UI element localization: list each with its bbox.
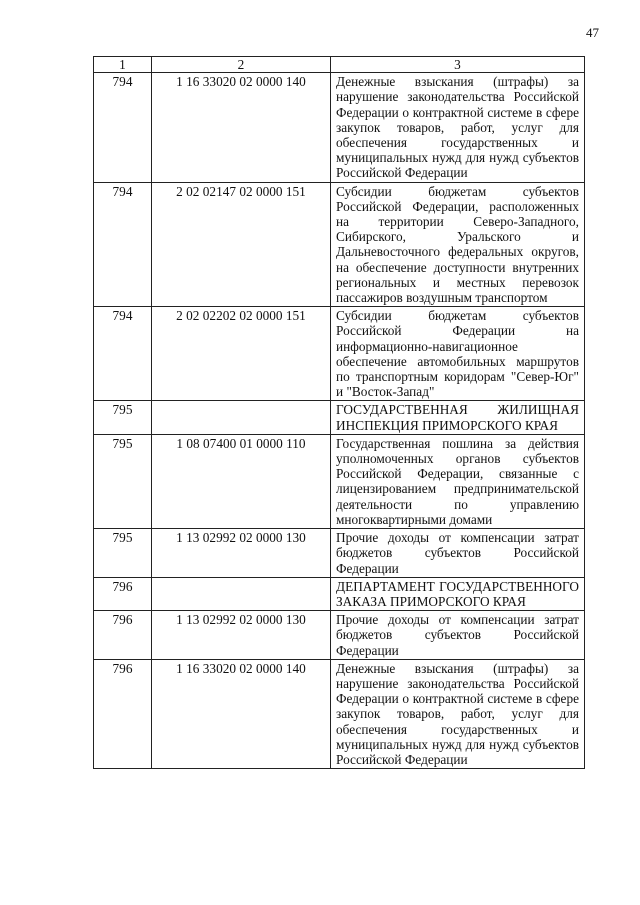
revenue-name-cell: Прочие доходы от компенсации затрат бюджетов субъектов Российской Федерации (331, 529, 585, 578)
revenue-code-cell (152, 401, 331, 434)
table-row-section-header (94, 577, 585, 610)
administrator-code-cell: 794 (94, 182, 152, 307)
page-number: 47 (586, 25, 599, 40)
revenue-code-cell (152, 577, 331, 610)
revenue-name-cell: Субсидии бюджетам субъектов Российской Федерации, расположенных на территории Северо-Западного, Сибирского, Уральского и Дальневосточного федеральных округов, на обеспечение доступности внутренних региональных и местных перевозок пассажиров воздушным транспортом (331, 182, 585, 307)
table-row (94, 307, 585, 401)
revenue-code-cell: 1 16 33020 02 0000 140 (152, 73, 331, 182)
revenue-name-cell: Прочие доходы от компенсации затрат бюджетов субъектов Российской Федерации (331, 611, 585, 660)
administrator-code-cell: 794 (94, 73, 152, 182)
revenue-name-cell: Денежные взыскания (штрафы) за нарушение законодательства Российской Федерации о контрактной системе в сфере закупок товаров, работ, услуг для обеспечения государственных и муниципальных нужд для нужд субъектов Российской Федерации (331, 73, 585, 182)
column-header-2: 2 (152, 57, 331, 73)
administrator-code-cell: 795 (94, 401, 152, 434)
administrator-code-cell: 794 (94, 307, 152, 401)
table-header-row (94, 57, 585, 73)
administrator-code-cell: 795 (94, 434, 152, 528)
table-row (94, 434, 585, 528)
revenue-code-cell: 1 13 02992 02 0000 130 (152, 611, 331, 660)
revenue-code-cell: 2 02 02147 02 0000 151 (152, 182, 331, 307)
column-header-3: 3 (331, 57, 585, 73)
table-row (94, 73, 585, 182)
table-row (94, 659, 585, 768)
column-header-1: 1 (94, 57, 152, 73)
revenue-codes-table (93, 56, 585, 769)
revenue-name-cell: Субсидии бюджетам субъектов Российской Федерации на информационно-навигационное обеспечение автомобильных маршрутов по транспортным коридорам "Север-Юг" и "Восток-Запад" (331, 307, 585, 401)
revenue-code-cell: 1 16 33020 02 0000 140 (152, 659, 331, 768)
administrator-code-cell: 796 (94, 611, 152, 660)
revenue-name-cell: Государственная пошлина за действия уполномоченных органов субъектов Российской Федерации, связанные с лицензированием предпринимательской деятельности по управлению многоквартирными домами (331, 434, 585, 528)
administrator-name-cell: ГОСУДАРСТВЕННАЯ ЖИЛИЩНАЯ ИНСПЕКЦИЯ ПРИМОРСКОГО КРАЯ (331, 401, 585, 434)
administrator-code-cell: 796 (94, 577, 152, 610)
table-row (94, 182, 585, 307)
table-row-section-header (94, 401, 585, 434)
table-row (94, 529, 585, 578)
revenue-name-cell: Денежные взыскания (штрафы) за нарушение законодательства Российской Федерации о контрактной системе в сфере закупок товаров, работ, услуг для обеспечения государственных и муниципальных нужд для нужд субъектов Российской Федерации (331, 659, 585, 768)
table-row (94, 611, 585, 660)
revenue-code-cell: 2 02 02202 02 0000 151 (152, 307, 331, 401)
revenue-code-cell: 1 08 07400 01 0000 110 (152, 434, 331, 528)
administrator-code-cell: 796 (94, 659, 152, 768)
revenue-code-cell: 1 13 02992 02 0000 130 (152, 529, 331, 578)
administrator-code-cell: 795 (94, 529, 152, 578)
administrator-name-cell: ДЕПАРТАМЕНТ ГОСУДАРСТВЕННОГО ЗАКАЗА ПРИМОРСКОГО КРАЯ (331, 577, 585, 610)
